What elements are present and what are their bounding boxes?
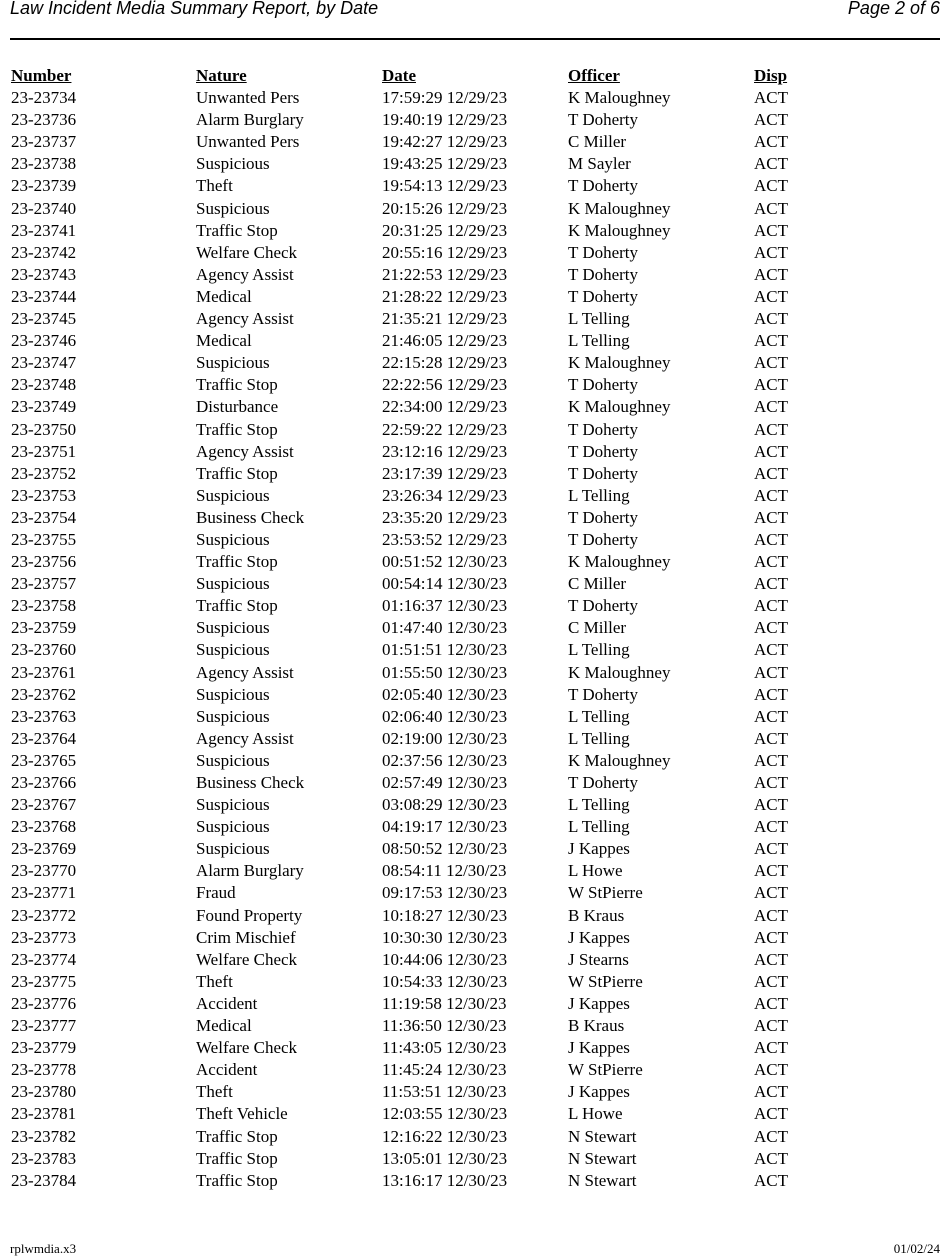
cell-officer: T Doherty [568,375,639,395]
cell-date: 11:45:24 12/30/23 [382,1060,507,1080]
cell-date: 02:05:40 12/30/23 [382,684,508,704]
cell-date: 21:46:05 12/29/23 [382,331,508,351]
cell-disp: ACT [754,1104,788,1124]
cell-date: 12:16:22 12/30/23 [382,1126,508,1146]
cell-number: 23-23738 [11,154,77,174]
cell-date: 04:19:17 12/30/23 [382,817,508,837]
cell-officer: L Telling [568,706,630,726]
cell-date: 01:47:40 12/30/23 [382,618,508,638]
cell-officer: T Doherty [568,507,639,527]
cell-disp: ACT [754,640,788,660]
cell-number: 23-23754 [11,507,77,527]
cell-number: 23-23780 [11,1082,77,1102]
cell-disp: ACT [754,331,788,351]
cell-number: 23-23763 [11,706,77,726]
cell-disp: ACT [754,839,788,859]
cell-officer: J Kappes [568,927,630,947]
cell-officer: J Kappes [568,839,630,859]
cell-number: 23-23766 [11,773,77,792]
cell-number: 23-23737 [11,132,77,152]
cell-disp: ACT [754,463,788,483]
cell-number: 23-23749 [11,397,77,417]
cell-officer: C Miller [568,574,627,594]
cell-disp: ACT [754,1016,788,1036]
cell-number: 23-23773 [11,927,77,947]
cell-number: 23-23776 [11,993,77,1013]
cell-disp: ACT [754,242,788,262]
cell-disp: ACT [754,795,788,815]
cell-officer: K Maloughney [568,198,671,218]
cell-nature: Business Check [196,773,305,792]
cell-date: 21:22:53 12/29/23 [382,264,508,284]
cell-nature: Fraud [196,883,236,903]
cell-disp: ACT [754,286,788,306]
cell-number: 23-23761 [11,662,77,682]
cell-disp: ACT [754,662,788,682]
cell-officer: T Doherty [568,242,639,262]
cell-officer: B Kraus [568,905,625,925]
cell-nature: Traffic Stop [196,419,278,439]
cell-date: 23:35:20 12/29/23 [382,507,508,527]
cell-disp: ACT [754,574,788,594]
cell-nature: Welfare Check [196,949,298,969]
cell-disp: ACT [754,309,788,329]
cell-number: 23-23779 [11,1038,77,1058]
cell-officer: W StPierre [568,971,643,991]
cell-date: 11:36:50 12/30/23 [382,1016,507,1036]
cell-disp: ACT [754,529,788,549]
cell-disp: ACT [754,1060,788,1080]
cell-disp: ACT [754,441,788,461]
cell-number: 23-23742 [11,242,77,262]
cell-date: 09:17:53 12/30/23 [382,883,508,903]
cell-officer: C Miller [568,132,627,152]
cell-nature: Theft Vehicle [196,1104,288,1124]
cell-nature: Suspicious [196,706,270,726]
footer-report-code: rplwmdia.x3 [10,1241,77,1256]
cell-officer: L Telling [568,817,630,837]
cell-disp: ACT [754,220,788,240]
cell-date: 20:15:26 12/29/23 [382,198,508,218]
cell-officer: T Doherty [568,286,639,306]
cell-officer: M Sayler [568,154,631,174]
cell-date: 20:31:25 12/29/23 [382,220,508,240]
cell-date: 00:51:52 12/30/23 [382,552,508,572]
column-header-date: Date [382,66,416,85]
cell-date: 01:55:50 12/30/23 [382,662,508,682]
cell-date: 11:19:58 12/30/23 [382,993,507,1013]
cell-officer: N Stewart [568,1170,637,1190]
cell-officer: T Doherty [568,529,639,549]
cell-nature: Suspicious [196,684,270,704]
cell-officer: T Doherty [568,684,639,704]
cell-disp: ACT [754,198,788,218]
cell-date: 02:06:40 12/30/23 [382,706,508,726]
cell-nature: Traffic Stop [196,1126,278,1146]
cell-officer: N Stewart [568,1126,637,1146]
cell-disp: ACT [754,110,788,130]
cell-date: 20:55:16 12/29/23 [382,242,508,262]
cell-nature: Suspicious [196,817,270,837]
cell-number: 23-23757 [11,574,77,594]
cell-officer: L Telling [568,795,630,815]
cell-date: 01:51:51 12/30/23 [382,640,508,660]
cell-date: 11:53:51 12/30/23 [382,1082,507,1102]
cell-date: 00:54:14 12/30/23 [382,574,508,594]
cell-nature: Accident [196,1060,258,1080]
cell-officer: T Doherty [568,110,639,130]
cell-nature: Accident [196,993,258,1013]
cell-disp: ACT [754,485,788,505]
cell-number: 23-23746 [11,331,77,351]
cell-officer: T Doherty [568,419,639,439]
cell-officer: L Telling [568,331,630,351]
cell-disp: ACT [754,1038,788,1058]
cell-number: 23-23743 [11,264,77,284]
cell-number: 23-23747 [11,353,77,373]
cell-nature: Suspicious [196,485,270,505]
cell-number: 23-23762 [11,684,77,704]
cell-date: 22:15:28 12/29/23 [382,353,508,373]
cell-date: 08:54:11 12/30/23 [382,861,507,881]
column-header-nature: Nature [196,66,247,85]
cell-date: 23:53:52 12/29/23 [382,529,508,549]
cell-date: 13:16:17 12/30/23 [382,1170,508,1190]
cell-number: 23-23784 [11,1170,77,1190]
cell-number: 23-23759 [11,618,77,638]
cell-number: 23-23767 [11,795,77,815]
cell-nature: Traffic Stop [196,596,278,616]
cell-number: 23-23769 [11,839,77,859]
cell-disp: ACT [754,1148,788,1168]
cell-disp: ACT [754,375,788,395]
cell-date: 22:22:56 12/29/23 [382,375,508,395]
cell-date: 10:30:30 12/30/23 [382,927,508,947]
cell-number: 23-23740 [11,198,77,218]
cell-date: 02:37:56 12/30/23 [382,750,508,770]
cell-number: 23-23781 [11,1104,77,1124]
cell-disp: ACT [754,552,788,572]
cell-number: 23-23777 [11,1016,77,1036]
cell-nature: Suspicious [196,839,270,859]
cell-number: 23-23764 [11,728,77,748]
cell-date: 10:44:06 12/30/23 [382,949,508,969]
cell-nature: Welfare Check [196,1038,298,1058]
cell-nature: Suspicious [196,198,270,218]
cell-number: 23-23739 [11,176,77,196]
cell-disp: ACT [754,154,788,174]
cell-disp: ACT [754,397,788,417]
cell-nature: Traffic Stop [196,375,278,395]
cell-number: 23-23765 [11,750,77,770]
cell-number: 23-23774 [11,949,77,969]
cell-nature: Unwanted Pers [196,88,300,108]
cell-nature: Traffic Stop [196,463,278,483]
cell-disp: ACT [754,684,788,704]
cell-date: 01:16:37 12/30/23 [382,596,508,616]
cell-disp: ACT [754,1170,788,1190]
cell-nature: Suspicious [196,640,270,660]
cell-nature: Theft [196,176,233,196]
cell-number: 23-23750 [11,419,77,439]
cell-nature: Agency Assist [196,441,294,461]
cell-officer: J Kappes [568,993,630,1013]
cell-number: 23-23751 [11,441,77,461]
cell-nature: Agency Assist [196,662,294,682]
cell-number: 23-23734 [11,88,77,108]
header-rule [10,38,940,40]
cell-nature: Traffic Stop [196,220,278,240]
cell-officer: K Maloughney [568,662,671,682]
cell-officer: W StPierre [568,1060,643,1080]
cell-nature: Unwanted Pers [196,132,300,152]
cell-number: 23-23778 [11,1060,77,1080]
cell-nature: Suspicious [196,154,270,174]
cell-disp: ACT [754,264,788,284]
cell-disp: ACT [754,353,788,373]
cell-nature: Medical [196,1016,252,1036]
column-header-disp: Disp [754,66,788,85]
cell-disp: ACT [754,706,788,726]
cell-disp: ACT [754,728,788,748]
cell-date: 12:03:55 12/30/23 [382,1104,508,1124]
cell-disp: ACT [754,750,788,770]
cell-officer: L Howe [568,861,623,881]
cell-nature: Suspicious [196,795,270,815]
cell-disp: ACT [754,773,788,792]
cell-date: 19:43:25 12/29/23 [382,154,508,174]
cell-nature: Theft [196,971,233,991]
cell-officer: L Howe [568,1104,623,1124]
cell-officer: L Telling [568,309,630,329]
cell-date: 02:57:49 12/30/23 [382,773,508,792]
cell-officer: B Kraus [568,1016,625,1036]
cell-disp: ACT [754,596,788,616]
cell-date: 13:05:01 12/30/23 [382,1148,508,1168]
cell-disp: ACT [754,176,788,196]
cell-number: 23-23755 [11,529,77,549]
cell-officer: L Telling [568,485,630,505]
cell-disp: ACT [754,927,788,947]
cell-disp: ACT [754,949,788,969]
cell-officer: T Doherty [568,264,639,284]
cell-officer: K Maloughney [568,397,671,417]
cell-officer: J Kappes [568,1038,630,1058]
cell-date: 11:43:05 12/30/23 [382,1038,507,1058]
cell-nature: Agency Assist [196,309,294,329]
cell-date: 08:50:52 12/30/23 [382,839,508,859]
cell-nature: Theft [196,1082,233,1102]
cell-nature: Business Check [196,507,305,527]
cell-officer: W StPierre [568,883,643,903]
cell-disp: ACT [754,993,788,1013]
footer-print-date: 01/02/24 [893,1241,940,1256]
cell-number: 23-23770 [11,861,77,881]
cell-disp: ACT [754,1126,788,1146]
cell-officer: N Stewart [568,1148,637,1168]
cell-officer: J Stearns [568,949,629,969]
cell-date: 21:35:21 12/29/23 [382,309,508,329]
cell-disp: ACT [754,971,788,991]
cell-nature: Alarm Burglary [196,110,304,130]
cell-number: 23-23744 [11,286,77,306]
cell-disp: ACT [754,817,788,837]
cell-date: 10:54:33 12/30/23 [382,971,508,991]
cell-officer: L Telling [568,728,630,748]
cell-disp: ACT [754,618,788,638]
cell-date: 21:28:22 12/29/23 [382,286,508,306]
cell-nature: Found Property [196,905,303,925]
cell-date: 22:59:22 12/29/23 [382,419,508,439]
cell-officer: T Doherty [568,773,639,792]
cell-nature: Traffic Stop [196,1170,278,1190]
cell-nature: Suspicious [196,353,270,373]
cell-officer: T Doherty [568,176,639,196]
cell-disp: ACT [754,905,788,925]
cell-number: 23-23772 [11,905,77,925]
cell-officer: L Telling [568,640,630,660]
cell-date: 19:42:27 12/29/23 [382,132,508,152]
cell-disp: ACT [754,507,788,527]
cell-nature: Welfare Check [196,242,298,262]
cell-officer: K Maloughney [568,750,671,770]
cell-number: 23-23752 [11,463,77,483]
cell-officer: C Miller [568,618,627,638]
cell-disp: ACT [754,861,788,881]
cell-number: 23-23783 [11,1148,77,1168]
cell-number: 23-23753 [11,485,77,505]
cell-nature: Suspicious [196,618,270,638]
column-header-officer: Officer [568,66,620,85]
cell-nature: Suspicious [196,750,270,770]
cell-number: 23-23775 [11,971,77,991]
cell-number: 23-23771 [11,883,77,903]
cell-nature: Agency Assist [196,264,294,284]
cell-nature: Alarm Burglary [196,861,304,881]
cell-date: 02:19:00 12/30/23 [382,728,508,748]
cell-nature: Medical [196,331,252,351]
cell-number: 23-23745 [11,309,77,329]
report-title: Law Incident Media Summary Report, by Date [10,0,379,18]
cell-nature: Suspicious [196,574,270,594]
cell-disp: ACT [754,88,788,108]
cell-officer: T Doherty [568,596,639,616]
cell-nature: Agency Assist [196,728,294,748]
cell-nature: Disturbance [196,397,279,417]
cell-date: 22:34:00 12/29/23 [382,397,508,417]
cell-officer: T Doherty [568,463,639,483]
cell-nature: Medical [196,286,252,306]
cell-officer: K Maloughney [568,353,671,373]
cell-nature: Traffic Stop [196,1148,278,1168]
cell-officer: T Doherty [568,441,639,461]
cell-number: 23-23741 [11,220,77,240]
cell-number: 23-23760 [11,640,77,660]
cell-disp: ACT [754,419,788,439]
cell-officer: K Maloughney [568,88,671,108]
cell-number: 23-23736 [11,110,77,130]
cell-number: 23-23782 [11,1126,77,1146]
cell-date: 23:17:39 12/29/23 [382,463,508,483]
cell-date: 23:12:16 12/29/23 [382,441,508,461]
cell-officer: K Maloughney [568,552,671,572]
cell-disp: ACT [754,1082,788,1102]
cell-nature: Traffic Stop [196,552,278,572]
cell-nature: Crim Mischief [196,927,296,947]
cell-number: 23-23758 [11,596,77,616]
cell-disp: ACT [754,883,788,903]
column-header-number: Number [11,66,72,85]
cell-date: 03:08:29 12/30/23 [382,795,508,815]
cell-officer: K Maloughney [568,220,671,240]
cell-nature: Suspicious [196,529,270,549]
cell-officer: J Kappes [568,1082,630,1102]
cell-date: 17:59:29 12/29/23 [382,88,508,108]
cell-disp: ACT [754,132,788,152]
cell-date: 23:26:34 12/29/23 [382,485,508,505]
cell-number: 23-23748 [11,375,77,395]
cell-number: 23-23756 [11,552,77,572]
cell-date: 10:18:27 12/30/23 [382,905,508,925]
cell-number: 23-23768 [11,817,77,837]
page-indicator: Page 2 of 6 [847,0,940,18]
cell-date: 19:54:13 12/29/23 [382,176,508,196]
cell-date: 19:40:19 12/29/23 [382,110,508,130]
